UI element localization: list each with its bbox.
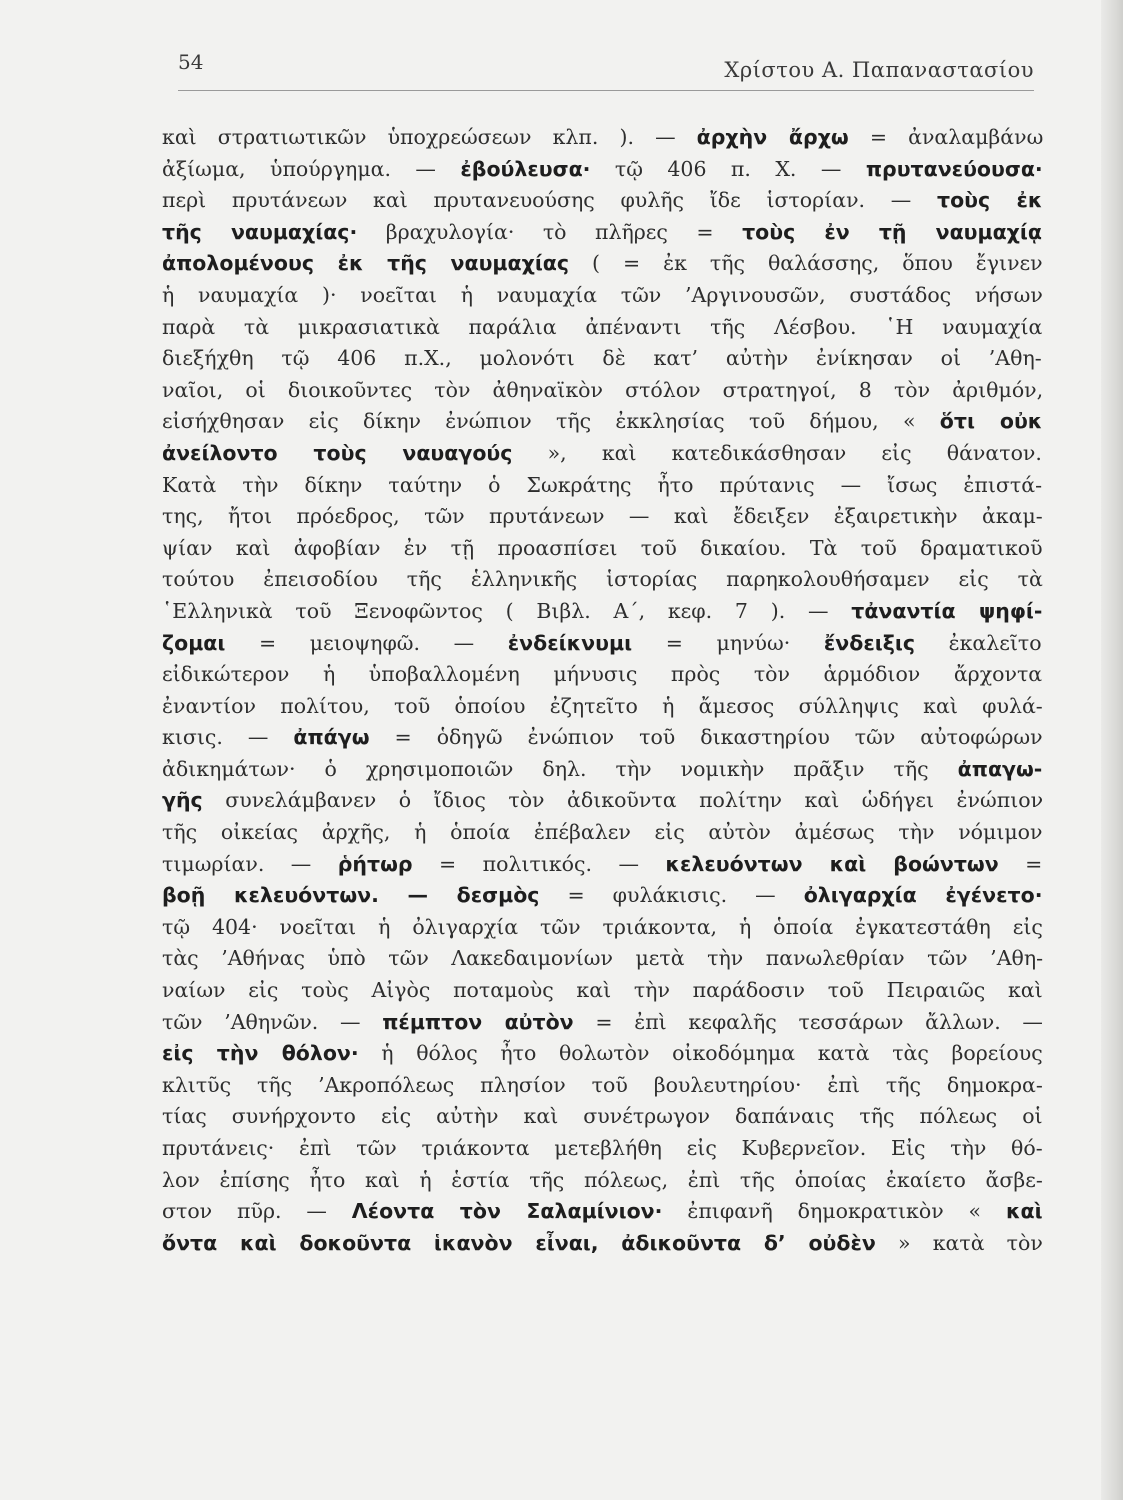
text-segment: ἀδικημάτων· ὁ χρησιμοποιῶν δηλ. τὴν νομικὴν πρᾶξιν τῆς	[162, 756, 958, 781]
bold-term: Λέοντα τὸν Σαλαμίνιον·	[351, 1199, 663, 1224]
text-segment: συνελάμβανεν ὁ ἴδιος τὸν ἀδικοῦντα πολίτην καὶ ὡδήγει ἐνώπιον	[202, 788, 1044, 813]
text-line	[162, 343, 1046, 375]
text-segment: εἰσήχθησαν εἰς δίκην ἐνώπιον τῆς ἐκκλησίας τοῦ δήμου, «	[162, 409, 940, 434]
text-line	[162, 1133, 1046, 1165]
text-line	[162, 312, 1046, 344]
text-segment: τῆς οἰκείας ἀρχῆς, ἡ ὁποία ἐπέβαλεν εἰς αὐτὸν ἀμέσως τὴν νόμιμον	[162, 820, 1043, 845]
text-line	[162, 912, 1046, 944]
text-segment: εἰδικώτερον ἡ ὑποβαλλομένη μήνυσις πρὸς τὸν ἁρμόδιον ἄρχοντα	[162, 662, 1043, 687]
text-segment: ἐπιφανῆ δημοκρατικὸν «	[662, 1199, 1006, 1224]
text-segment: διεξήχθη τῷ 406 π.Χ., μολονότι δὲ κατ’ αὐτὴν ἐνίκησαν οἱ ’Αθη-	[162, 346, 1042, 371]
text-segment: = ἀναλαμβάνω	[848, 125, 1044, 149]
text-segment: τούτου ἐπεισοδίου τῆς ἑλληνικῆς ἱστορίας παρηκολουθήσαμεν εἰς τὰ	[162, 567, 1043, 592]
text-line	[162, 533, 1046, 565]
text-segment: ἐναντίον πολίτου, τοῦ ὁποίου ἐζητεῖτο ἡ ἄμεσος σύλληψις καὶ φυλά-	[162, 693, 1043, 718]
bold-term: ὄντα καὶ δοκοῦντα ἱκανὸν εἶναι, ἀδικοῦντα δ’ οὐδὲν	[162, 1230, 876, 1255]
text-line	[162, 943, 1046, 975]
bold-term: βοῇ κελευόντων. — δεσμὸς	[162, 883, 540, 908]
bold-term: εἰς τὴν θόλον·	[162, 1041, 359, 1066]
text-segment: = μειοψηφῶ. —	[225, 630, 508, 655]
bold-term: τἀναντία ψηφί-	[851, 598, 1043, 623]
text-line	[162, 691, 1046, 723]
text-line	[162, 501, 1046, 533]
text-line	[162, 1007, 1046, 1039]
text-segment: λον ἐπίσης ἦτο καὶ ἡ ἑστία τῆς πόλεως, ἐπὶ τῆς ὁποίας ἐκαίετο ἄσβε-	[162, 1167, 1043, 1192]
text-segment: ἐκαλεῖτο	[914, 630, 1042, 655]
bold-term: ἀπαγω-	[957, 756, 1043, 781]
text-line	[162, 1101, 1046, 1133]
text-segment: της, ἤτοι πρόεδρος, τῶν πρυτάνεων — καὶ ἔδειξεν ἐξαιρετικὴν ἀκαμ-	[162, 504, 1043, 529]
text-segment: τιμωρίαν. —	[162, 851, 338, 876]
bold-term: ὅτι οὐκ	[939, 409, 1043, 434]
text-segment: βραχυλογία· τὸ πλῆρες =	[357, 219, 743, 244]
text-line	[162, 248, 1046, 280]
text-segment: ῾Ελληνικὰ τοῦ Ξενοφῶντος ( Βιβλ. Α΄, κεφ. 7 ). —	[162, 598, 852, 623]
bold-term: ὀλιγαρχία ἐγένετο·	[803, 883, 1043, 908]
bold-term: ἀπάγω	[293, 725, 370, 750]
text-segment: τῶν ’Αθηνῶν. —	[162, 1009, 383, 1034]
text-segment: τῷ 404· νοεῖται ἡ ὀλιγαρχία τῶν τριάκοντα, ἡ ὁποία ἐγκατεστάθη εἰς	[162, 914, 1043, 939]
bold-term: ἔνδειξις	[823, 630, 915, 655]
text-line	[162, 1165, 1046, 1197]
bold-term: κελευόντων καὶ βοώντων	[665, 851, 999, 876]
text-segment: ἀξίωμα, ὑπούργημα. —	[162, 156, 461, 181]
text-line	[162, 849, 1046, 881]
text-line	[162, 438, 1046, 470]
bold-term: ἐνδείκνυμι	[507, 630, 633, 655]
text-segment: ( = ἐκ τῆς θαλάσσης, ὅπου ἔγινεν	[569, 251, 1043, 276]
text-segment: ψίαν καὶ ἀφοβίαν ἐν τῇ προασπίσει τοῦ δικαίου. Τὰ τοῦ δραματικοῦ	[162, 535, 1043, 560]
bold-term: τῆς ναυμαχίας·	[162, 219, 358, 244]
text-line	[162, 185, 1046, 217]
text-segment: = ὁδηγῶ ἐνώπιον τοῦ δικαστηρίου τῶν αὐτοφώρων	[369, 725, 1043, 750]
text-line	[162, 975, 1046, 1007]
text-segment: Κατὰ τὴν δίκην ταύτην ὁ Σωκράτης ἦτο πρύτανις — ἴσως ἐπιστά-	[162, 472, 1043, 497]
text-line	[162, 628, 1046, 660]
text-line	[162, 722, 1046, 754]
text-segment: ναίων εἰς τοὺς Αἰγὸς ποταμοὺς καὶ τὴν παράδοσιν τοῦ Πειραιῶς καὶ	[162, 978, 1043, 1003]
text-segment: » κατὰ τὸν	[875, 1230, 1043, 1255]
page-number: 54	[178, 50, 204, 74]
text-line	[162, 122, 1046, 154]
text-segment: τὰς ’Αθήνας ὑπὸ τῶν Λακεδαιμονίων μετὰ τὴν πανωλεθρίαν τῶν ’Αθη-	[162, 946, 1044, 971]
bold-term: ἀνείλοντο τοὺς ναυαγούς	[162, 440, 513, 465]
text-line	[162, 470, 1046, 502]
text-segment: ναῖοι, οἱ διοικοῦντες τὸν ἀθηναϊκὸν στόλον στρατηγοί, 8 τὸν ἀριθμόν,	[162, 377, 1044, 402]
bold-term: πρυτανεύουσα·	[865, 156, 1043, 181]
running-head: Χρίστου Α. Παπαναστασίου	[724, 58, 1034, 82]
bold-term: ζομαι	[162, 630, 226, 655]
text-segment: », καὶ κατεδικάσθησαν εἰς θάνατον.	[512, 440, 1042, 465]
text-line	[162, 785, 1046, 817]
text-line	[162, 880, 1046, 912]
text-segment: = φυλάκισις. —	[539, 883, 804, 908]
text-segment: περὶ πρυτάνεων καὶ πρυτανευούσης φυλῆς ἴδε ἱστορίαν. —	[162, 188, 937, 213]
text-line	[162, 596, 1046, 628]
text-line	[162, 659, 1046, 691]
page-spine-shadow	[1101, 0, 1123, 1500]
bold-term: ἐβούλευσα·	[460, 156, 591, 181]
text-line	[162, 280, 1046, 312]
text-segment: κλιτῦς τῆς ’Ακροπόλεως πλησίον τοῦ βουλευτηρίου· ἐπὶ τῆς δημοκρα-	[162, 1072, 1043, 1097]
bold-term: τοὺς ἐκ	[937, 188, 1043, 213]
bold-term: ῥήτωρ	[337, 851, 413, 876]
text-segment: = ἐπὶ κεφαλῆς τεσσάρων ἄλλων. —	[573, 1009, 1043, 1034]
text-line	[162, 1038, 1046, 1070]
bold-term: ἀρχὴν ἄρχω	[696, 125, 849, 149]
text-line	[162, 1070, 1046, 1102]
text-line	[162, 406, 1046, 438]
text-line	[162, 217, 1046, 249]
text-line	[162, 1228, 1046, 1260]
text-segment: παρὰ τὰ μικρασιατικὰ παράλια ἀπέναντι τῆς Λέσβου. ῾Η ναυμαχία	[162, 314, 1043, 339]
text-segment: ἡ θόλος ἦτο θολωτὸν οἰκοδόμημα κατὰ τὰς βορείους	[358, 1041, 1043, 1066]
text-segment: τίας συνήρχοντο εἰς αὐτὴν καὶ συνέτρωγον δαπάναις τῆς πόλεως οἱ	[162, 1104, 1043, 1129]
text-segment: καὶ στρατιωτικῶν ὑποχρεώσεων κλπ. ). —	[162, 125, 697, 149]
text-line	[162, 1196, 1046, 1228]
text-segment: τῷ 406 π. Χ. —	[590, 156, 866, 181]
bold-term: τοὺς ἐν τῇ ναυμαχίᾳ	[742, 219, 1042, 244]
page-header	[178, 50, 1034, 91]
text-line	[162, 817, 1046, 849]
text-segment: =	[998, 851, 1043, 876]
body-text	[162, 122, 1046, 1259]
text-segment: στον πῦρ. —	[162, 1199, 352, 1224]
text-segment: = μηνύω·	[632, 630, 824, 655]
text-line	[162, 154, 1046, 186]
text-line	[162, 754, 1046, 786]
text-segment: ἡ ναυμαχία )· νοεῖται ἡ ναυμαχία τῶν ’Αργινουσῶν, συστάδος νήσων	[162, 282, 1043, 307]
bold-term: πέμπτον αὐτὸν	[382, 1009, 574, 1034]
text-segment: = πολιτικός. —	[412, 851, 666, 876]
text-line	[162, 564, 1046, 596]
bold-term: καὶ	[1005, 1199, 1043, 1224]
bold-term: ἀπολομένους ἐκ τῆς ναυμαχίας	[162, 251, 570, 276]
text-segment: πρυτάνεις· ἐπὶ τῶν τριάκοντα μετεβλήθη εἰς Κυβερνεῖον. Εἰς τὴν θό-	[162, 1136, 1043, 1160]
text-line	[162, 375, 1046, 407]
text-segment: κισις. —	[162, 725, 294, 750]
bold-term: γῆς	[162, 788, 203, 813]
